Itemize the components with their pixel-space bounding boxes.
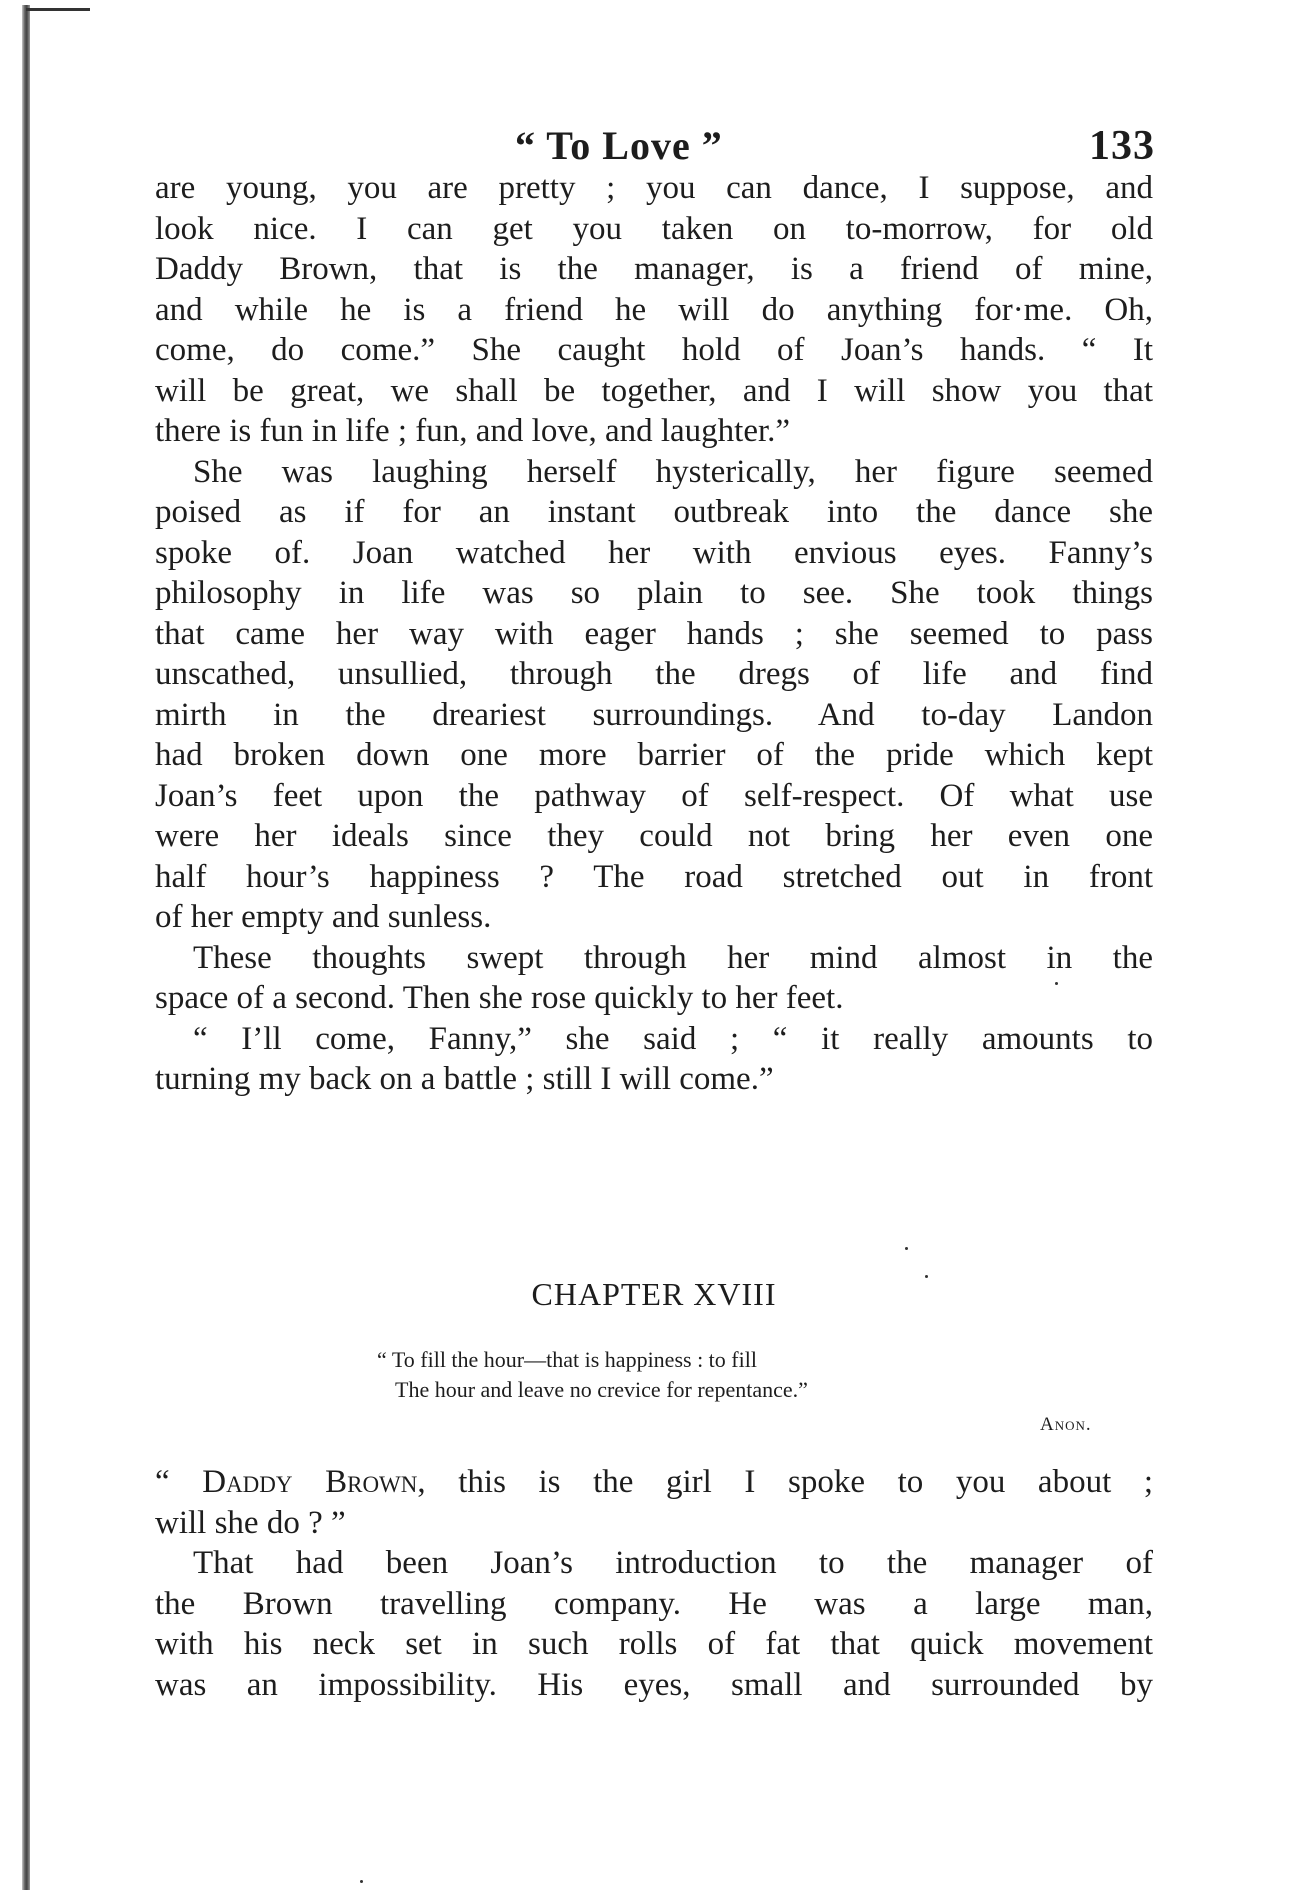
print-speck	[1055, 982, 1058, 985]
text-line: mirth in the dreariest surroundings. And to-day Landon	[155, 696, 1153, 733]
text-line: will be great, we shall be together, and I will show you that	[155, 372, 1153, 409]
text-line: will she do ? ”	[155, 1504, 346, 1541]
text-line	[155, 1462, 1153, 1503]
text-line: had broken down one more barrier of the pride which kept	[155, 737, 1153, 773]
text-line: were her ideals since they could not bring her even one	[155, 818, 1153, 854]
text-line: unscathed, unsullied, through the dregs of life and find	[155, 656, 1153, 692]
epigraph-attribution: Anon.	[1040, 1414, 1092, 1435]
epigraph-line: The hour and leave no crevice for repentance.”	[395, 1377, 808, 1402]
text-line: and while he is a friend he will do anything for·me. Oh,	[155, 291, 1153, 328]
page-binding-corner	[26, 8, 90, 11]
text-line: space of a second. Then she rose quickly to her feet.	[155, 980, 844, 1016]
running-title: “ To Love ”	[515, 123, 723, 168]
text-line: That had been Joan’s introduction to the manager of	[193, 1545, 1153, 1581]
text-line: philosophy in life was so plain to see. She took things	[155, 575, 1153, 611]
text-line: turning my back on a battle ; still I will come.”	[155, 1061, 774, 1097]
text-line: “ I’ll come, Fanny,” she said ; “ it really amounts to	[193, 1020, 1153, 1057]
text-line: These thoughts swept through her mind almost in the	[193, 939, 1153, 976]
text-line: was an impossibility. His eyes, small and surrounded by	[155, 1666, 1153, 1703]
text-line: are young, you are pretty ; you can dance, I suppose, and	[155, 170, 1153, 206]
text-line: Daddy Brown, that is the manager, is a friend of mine,	[155, 251, 1153, 287]
opening-words: “ Daddy Brown,	[155, 1464, 426, 1500]
text-line: come, do come.” She caught hold of Joan’s hands. “ It	[155, 332, 1153, 368]
chapter-heading: CHAPTER XVIII	[531, 1276, 777, 1312]
text-line: that came her way with eager hands ; she seemed to pass	[155, 615, 1153, 652]
text-line: with his neck set in such rolls of fat that quick movement	[155, 1626, 1153, 1662]
body-text-top	[155, 168, 1153, 1100]
page-binding-edge	[22, 5, 30, 1890]
print-speck	[925, 1275, 928, 1278]
print-speck	[360, 1880, 363, 1883]
epigraph	[377, 1345, 808, 1405]
text-line: there is fun in life ; fun, and love, and laughter.”	[155, 413, 791, 449]
text-line: Joan’s feet upon the pathway of self-respect. Of what use	[155, 777, 1153, 814]
print-speck	[905, 1247, 908, 1250]
epigraph-line: “ To fill the hour—that is happiness : to fill	[377, 1347, 757, 1372]
text-line: half hour’s happiness ? The road stretched out in front	[155, 858, 1153, 895]
text-line: She was laughing herself hysterically, her figure seemed	[193, 453, 1153, 490]
text-line: look nice. I can get you taken on to-morrow, for old	[155, 210, 1153, 247]
text-line: poised as if for an instant outbreak into the dance she	[155, 494, 1153, 530]
text-line: the Brown travelling company. He was a large man,	[155, 1585, 1153, 1622]
text-fragment: this is the girl I spoke to you about ;	[425, 1464, 1154, 1500]
body-text-bottom	[155, 1462, 1153, 1705]
page-number: 133	[1089, 123, 1155, 169]
text-line: of her empty and sunless.	[155, 899, 492, 935]
text-line: spoke of. Joan watched her with envious eyes. Fanny’s	[155, 534, 1153, 571]
